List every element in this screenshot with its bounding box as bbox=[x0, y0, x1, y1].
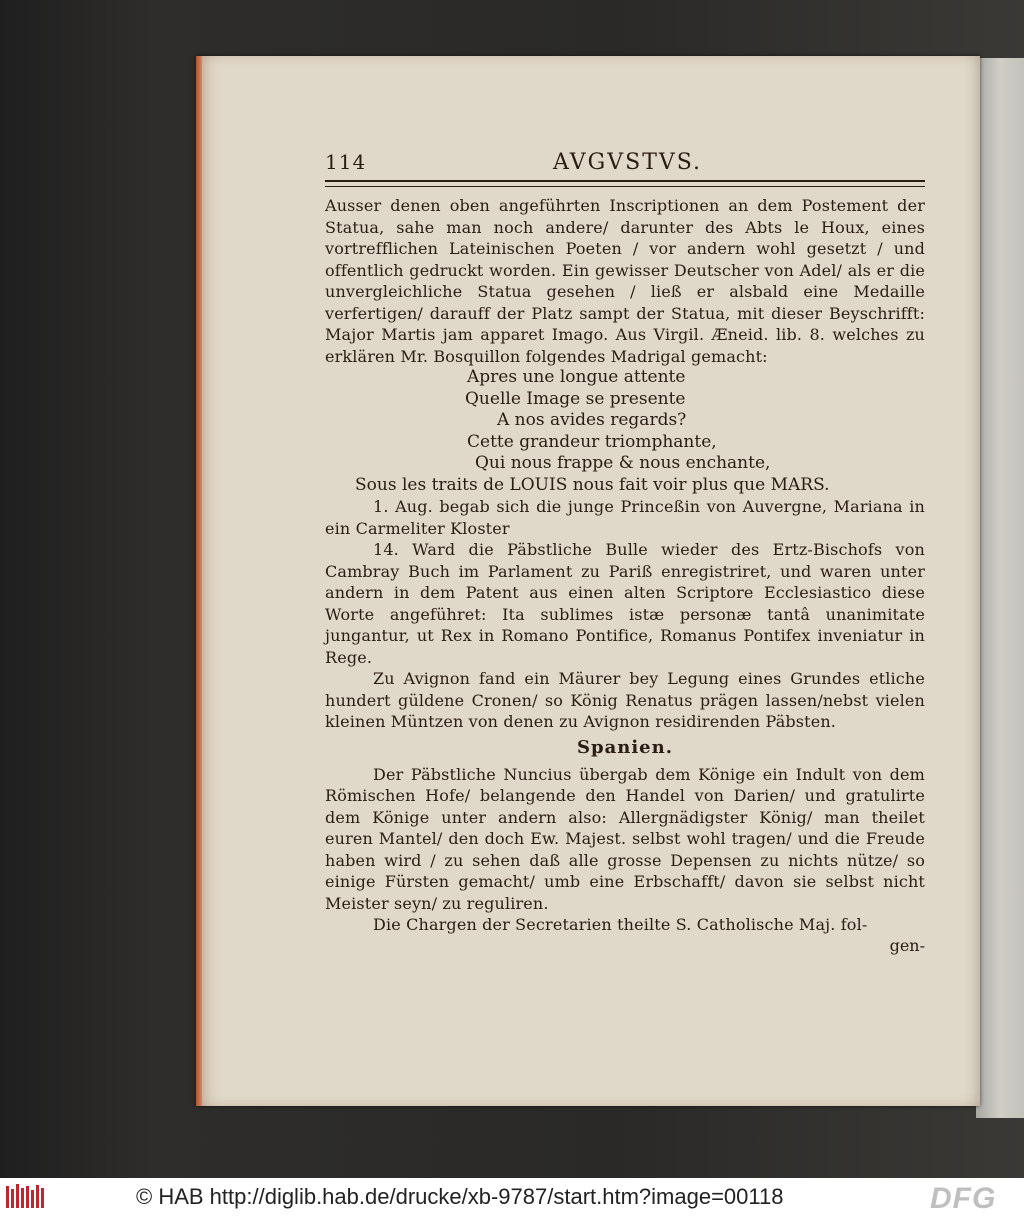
header-rule bbox=[325, 180, 925, 187]
poem-line: Apres une longue attente bbox=[467, 367, 686, 387]
footer-bar bbox=[0, 1178, 1024, 1217]
paragraph-aug-14: 14. Ward die Päbstliche Bulle wieder des Ertz-Bischofs von Cambray Buch im Parlament zu Pariß enregistriret, und waren unter andern in dem Patent aus einen alten Scriptore Ecclesiastico diese Worte angeführet: Ita sublimes istæ personæ tantâ unanimitate jungantur, ut Rex in Romano Pontifice, Romanus Pontifex inveniatur in Rege. bbox=[325, 540, 925, 667]
paragraph-inscriptions: Ausser denen oben angeführten Inscriptionen an dem Postement der Statua, sahe man noch andere/ darunter des Abts le Houx, eines vortrefflichen Lateinischen Poeten / vor andern wohl gesetzt / und offentlich gedruckt worden. Ein gewisser Deutscher von Adel/ als er die unvergleichliche Statua gesehen / ließ er alsbald eine Medaille verfertigen/ darauff der Platz sampt der Statua, mit dieser Beyschrifft: Major Martis jam apparet Imago. Aus Virgil. Æneid. lib. 8. welches zu erklären Mr. Bosquillon folgendes Madrigal gemacht: bbox=[325, 196, 925, 366]
paragraph-aug-1: 1. Aug. begab sich die junge Princeßin von Auvergne, Mariana in ein Carmeliter Kloster bbox=[325, 497, 925, 538]
poem-line: Qui nous frappe & nous enchante, bbox=[475, 453, 771, 473]
madrigal-poem bbox=[325, 367, 925, 496]
page-left-edge bbox=[196, 56, 202, 1106]
poem-line: Sous les traits de LOUIS nous fait voir plus que MARS. bbox=[355, 474, 830, 495]
page-text-block bbox=[325, 150, 925, 956]
poem-line: A nos avides regards? bbox=[497, 410, 687, 430]
section-heading: Spanien. bbox=[577, 736, 673, 758]
dfg-logo: DFG bbox=[930, 1182, 997, 1215]
poem-line: Cette grandeur triomphante, bbox=[467, 431, 717, 452]
paragraph-chargen: Die Chargen der Secretarien theilte S. Catholische Maj. fol- bbox=[373, 915, 868, 934]
facing-page-edge bbox=[976, 58, 1024, 1118]
page-header bbox=[325, 150, 925, 180]
copyright-link[interactable]: © HAB http://diglib.hab.de/drucke/xb-9787/start.htm?image=00118 bbox=[136, 1184, 784, 1209]
paragraph-nuncius: Der Päbstliche Nuncius übergab dem Könige ein Indult von dem Römischen Hofe/ belangende den Handel von Darien/ und gratulirte dem Könige unter andern also: Allergnädigster König/ man theilet euren Mantel/ den doch Ew. Majest. selbst wohl tragen/ und die Freude haben wird / zu sehen daß alle grosse Depensen zu nichts nütze/ so einige Fürsten gemacht/ umb eine Erbschafft/ davon sie selbst nicht Meister seyn/ zu reguliren. bbox=[325, 764, 925, 913]
poem-line: Quelle Image se presente bbox=[465, 388, 686, 409]
hab-logo-icon bbox=[6, 1184, 46, 1210]
paragraph-avignon: Zu Avignon fand ein Mäurer bey Legung eines Grundes etliche hundert güldene Cronen/ so König Renatus prägen lassen/nebst vielen kleinen Müntzen von denen zu Avignon residirenden Päbsten. bbox=[325, 669, 925, 731]
catchword: gen- bbox=[889, 935, 925, 955]
running-title: AVGVSTVS. bbox=[553, 150, 703, 175]
page-number: 114 bbox=[325, 150, 367, 174]
